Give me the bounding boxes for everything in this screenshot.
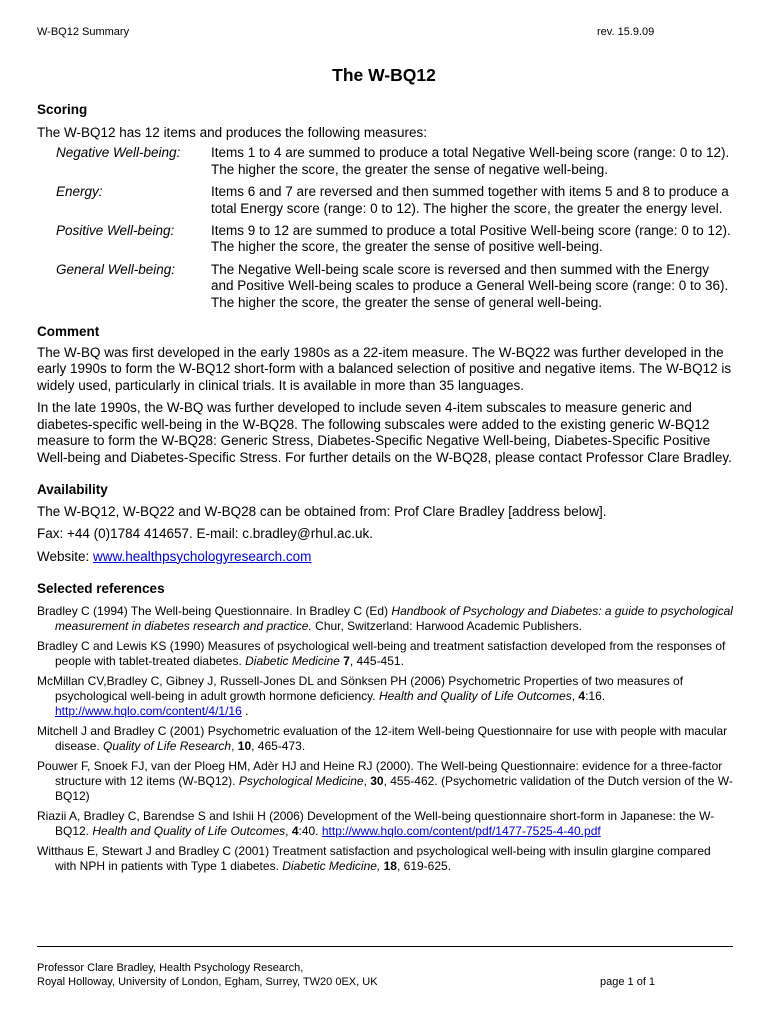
ref-text: Bradley C (1994) The Well-being Questionnaire. In Bradley C (Ed) xyxy=(37,604,392,619)
ref-volume: 7 xyxy=(343,654,350,669)
ref-journal: Diabetic Medicine xyxy=(245,654,340,669)
ref-text: Witthaus E, Stewart J and Bradley C (2001) Treatment satisfaction and psychological well-being with insulin glargine compared with NPH in patients with Type 1 diabetes. xyxy=(37,844,711,874)
ref-text: , xyxy=(363,774,371,789)
availability-contact: Fax: +44 (0)1784 414657. E-mail: c.bradley@rhul.ac.uk. xyxy=(37,526,374,542)
ref-text: McMillan CV,Bradley C, Gibney J, Russell-Jones DL and Sönksen PH (2006) Psychometric Properties of two measures of psychological well-being in adult growth hormone deficiency. xyxy=(37,674,684,704)
scoring-intro: The W-BQ12 has 12 items and produces the following measures: xyxy=(37,125,427,140)
ref-volume: 18 xyxy=(383,859,397,874)
reference-item xyxy=(37,759,733,804)
ref-link[interactable]: http://www.hqlo.com/content/4/1/16 xyxy=(55,704,242,719)
reference-item xyxy=(37,844,733,874)
ref-text: Pouwer F, Snoek FJ, van der Ploeg HM, Adèr HJ and Heine RJ (2000). The Well-being Questionnaire: evidence for a three-factor structure with 12 items (W-BQ12). xyxy=(37,759,723,789)
ref-volume: 4 xyxy=(291,824,299,839)
ref-text: , xyxy=(285,824,292,839)
website-label: Website: xyxy=(37,548,94,564)
ref-text: :16. xyxy=(585,689,606,704)
ref-volume: 10 xyxy=(237,739,252,754)
measure-label: General Well-being: xyxy=(56,261,176,277)
ref-journal: Quality of Life Research xyxy=(103,739,232,754)
ref-link[interactable]: http://www.hqlo.com/content/pdf/1477-7525-4-40.pdf xyxy=(321,824,601,839)
footer-address-line-1: Professor Clare Bradley, Health Psychology Research, xyxy=(37,962,304,974)
measure-label: Energy: xyxy=(56,184,103,200)
ref-text: . xyxy=(241,704,249,719)
measure-energy xyxy=(37,184,733,217)
footer-divider xyxy=(37,946,733,947)
measure-description: Items 1 to 4 are summed to produce a total Negative Well-being score (range: 0 to 12). The higher the score, the greater the sense of negative well-being. xyxy=(211,145,730,177)
ref-volume: 4 xyxy=(578,689,586,704)
footer-page-number: page 1 of 1 xyxy=(600,976,656,988)
scoring-heading: Scoring xyxy=(37,102,88,117)
ref-text: Riazii A, Bradley C, Barendse S and Ishii H (2006) Development of the Well-being questionnaire short-form in Japanese: the W-BQ12. xyxy=(37,809,715,839)
ref-volume: 30 xyxy=(370,774,384,789)
measure-label: Positive Well-being: xyxy=(56,223,175,239)
website-link[interactable]: www.healthpsychologyresearch.com xyxy=(93,548,312,564)
header-revision: rev. 15.9.09 xyxy=(597,26,655,38)
page-title: The W-BQ12 xyxy=(332,65,436,85)
measure-general-wellbeing xyxy=(37,262,733,311)
document-body xyxy=(37,101,733,879)
availability-address: The W-BQ12, W-BQ22 and W-BQ28 can be obtained from: Prof Clare Bradley [address below]. xyxy=(37,503,607,519)
measure-description: Items 9 to 12 are summed to produce a total Positive Well-being score (range: 0 to 12). The higher the score, the greater the sense of positive well-being. xyxy=(211,223,731,255)
ref-text: , xyxy=(571,689,579,704)
measure-description: Items 6 and 7 are reversed and then summed together with items 5 and 8 to produce a total Energy score (range: 0 to 12). The higher the score, the greater the energy level. xyxy=(211,184,729,216)
ref-text: :40. xyxy=(298,824,322,839)
reference-item xyxy=(37,724,733,754)
references-heading: Selected references xyxy=(37,581,165,597)
ref-title: Handbook of Psychology and Diabetes: a guide to psychological measurement in diabetes research and practice. xyxy=(55,604,733,634)
comment-paragraph-2: In the late 1990s, the W-BQ was further developed to include seven 4-item subscales to measure generic and diabetes-specific well-being in the W-BQ28. The following subscales were added to the existing generic W-BQ12 measure to form the W-BQ28: Generic Stress, Diabetes-Specific Negative Well-being, Diabetes-Specific Positive Well-being and Diabetes-Specific Stress. For further details on the W-BQ28, please contact Professor Clare Bradley. xyxy=(37,400,732,465)
ref-text: , 455-462. (Psychometric validation of the Dutch version of the W-BQ12) xyxy=(55,774,733,804)
ref-text: , xyxy=(231,739,238,754)
availability-heading: Availability xyxy=(37,481,108,497)
ref-text: , 619-625. xyxy=(396,859,452,874)
ref-journal: Diabetic Medicine, xyxy=(282,859,381,874)
comment-heading: Comment xyxy=(37,324,100,340)
reference-item xyxy=(37,674,733,719)
reference-item xyxy=(37,639,733,669)
measure-label: Negative Well-being: xyxy=(56,145,181,161)
ref-text: , 445-451. xyxy=(349,654,404,669)
ref-journal: Health and Quality of Life Outcomes xyxy=(378,689,572,704)
measure-description: The Negative Well-being scale score is reversed and then summed with the Energy and Positive Well-being scales to produce a General Well-being score (range: 0 to 36). The higher the score, the greater the sense of general well-being. xyxy=(211,261,729,310)
references-list xyxy=(37,604,733,874)
reference-item xyxy=(37,809,733,839)
measure-negative-wellbeing xyxy=(37,145,733,178)
measures-list xyxy=(37,145,733,311)
ref-text: Chur, Switzerland: Harwood Academic Publishers. xyxy=(311,619,582,634)
comment-paragraph-1: The W-BQ was first developed in the early 1980s as a 22-item measure. The W-BQ22 was further developed in the early 1990s to form the W-BQ12 short-form with a balanced selection of positive and negative items. The W-BQ12 is widely used, particularly in clinical trials. It is available in more than 35 languages. xyxy=(37,345,732,393)
ref-journal: Health and Quality of Life Outcomes xyxy=(92,824,286,839)
measure-positive-wellbeing xyxy=(37,223,733,256)
footer-address-line-2: Royal Holloway, University of London, Egham, Surrey, TW20 0EX, UK xyxy=(37,976,378,988)
reference-item xyxy=(37,604,733,634)
ref-text: , 465-473. xyxy=(251,739,306,754)
ref-journal: Psychological Medicine xyxy=(238,774,364,789)
header-doc-name: W-BQ12 Summary xyxy=(37,26,130,38)
ref-text: Bradley C and Lewis KS (1990) Measures of psychological well-being and treatment satisfaction developed from the responses of people with tablet-treated diabetes. xyxy=(37,639,726,669)
ref-text: Mitchell J and Bradley C (2001) Psychometric evaluation of the 12-item Well-being Questionnaire for use with people with macular disease. xyxy=(37,724,728,754)
availability-website xyxy=(37,549,733,565)
